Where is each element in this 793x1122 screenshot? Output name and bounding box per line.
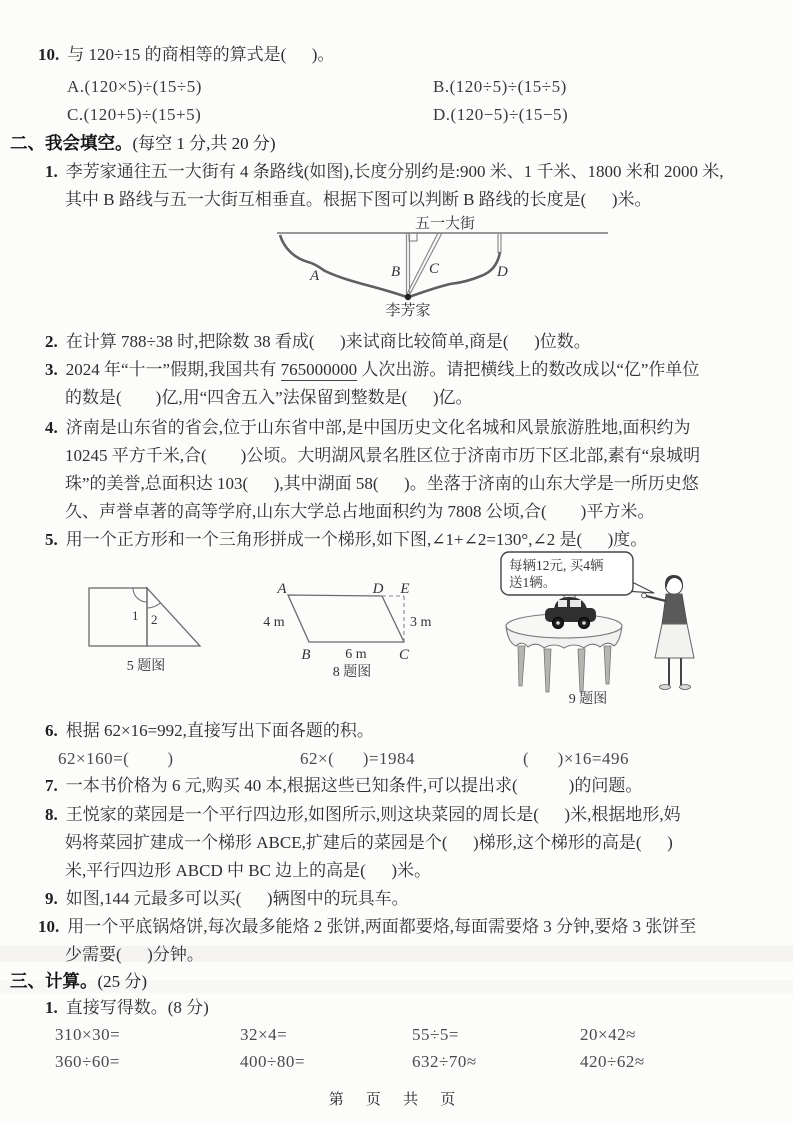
- fill-q3-line-2: 的数是( )亿,用“四舍五入”法保留到整数是( )亿。: [65, 388, 473, 407]
- calc-item: 632÷70≈: [412, 1052, 477, 1071]
- woman-shoe: [660, 685, 671, 690]
- q6-expression-1: 62×160=( ): [58, 749, 174, 768]
- fill-q4-line-1: [45, 417, 691, 439]
- figure-5-caption: 5 题图: [126, 659, 166, 674]
- calc-item: 32×4=: [240, 1025, 288, 1044]
- section-score: (25 分): [97, 972, 148, 991]
- side-bc-label: 6 m: [345, 647, 367, 662]
- sub-title: 直接写得数。: [65, 998, 168, 1017]
- route-d-path: [409, 252, 500, 297]
- q6-expression-3: ( )×16=496: [523, 749, 629, 768]
- question-number: 1.: [45, 998, 58, 1017]
- question-number: 4.: [45, 418, 58, 437]
- question-number: 9.: [45, 889, 58, 908]
- underlined-number: 765000000: [280, 360, 358, 379]
- page-footer: 第 页 共 页: [328, 1091, 465, 1108]
- street-name-label: 五一大街: [414, 216, 476, 232]
- calc-item: 310×30=: [55, 1025, 121, 1044]
- calc-item: 420÷62≈: [580, 1052, 645, 1071]
- q6-expression-2: 62×( )=1984: [300, 749, 415, 768]
- section-2-header: [10, 132, 276, 155]
- option-b: B.(120÷5)÷(15÷5): [433, 77, 567, 96]
- fill-q2: [45, 331, 591, 353]
- fill-q7: [45, 775, 642, 797]
- wheel-hub: [582, 621, 586, 625]
- fill-q4-line-2: 10245 平方千米,合( )公顷。大明湖风景名胜区位于济南市历下区北部,素有“泉城明: [65, 446, 701, 465]
- question-number: 8.: [45, 805, 58, 824]
- option-d: D.(120−5)÷(15−5): [433, 105, 569, 124]
- fill-q1-line-1: [45, 161, 724, 183]
- question-text: 李芳家通往五一大街有 4 条路线(如图),长度分别约是:900 米、1 千米、1800 米和 2000 米,: [65, 162, 724, 181]
- question-text: 在计算 788÷38 时,把除数 38 看成( )来试商比较简单,商是( )位数。: [65, 332, 591, 351]
- vertex-b-label: B: [301, 647, 311, 663]
- woman-skirt: [655, 624, 694, 658]
- question-text: 济南是山东省的省会,位于山东省中部,是中国历史文化名城和风景旅游胜地,面积约为: [65, 418, 691, 437]
- question-10-choice: [38, 44, 334, 66]
- question-number: 10.: [38, 45, 60, 64]
- angle-1-label: 1: [132, 608, 139, 623]
- fill-q6: [45, 720, 374, 742]
- angle-2-label: 2: [151, 612, 158, 627]
- question-text: 2024 年“十一”假期,我国共有: [65, 360, 281, 379]
- calc-item: 20×42≈: [580, 1025, 636, 1044]
- speech-bubble-line-2: 送1辆。: [509, 575, 557, 590]
- route-a-label: A: [310, 268, 320, 284]
- fill-q10-line-1: [38, 916, 696, 938]
- right-angle-mark: [409, 233, 417, 241]
- section-score: (每空 1 分,共 20 分): [132, 134, 276, 153]
- question-text: 根据 62×16=992,直接写出下面各题的积。: [65, 721, 374, 740]
- question-number: 10.: [38, 917, 60, 936]
- car-window: [558, 600, 567, 607]
- question-number: 1.: [45, 162, 58, 181]
- section-title: 三、计算。: [10, 971, 98, 991]
- question-text: 一本书价格为 6 元,购买 40 本,根据这些已知条件,可以提出求( )的问题。: [65, 776, 643, 795]
- route-c-label: C: [429, 261, 440, 277]
- fill-q4-line-3: 珠”的美誉,总面积达 103( ),其中湖面 58( )。坐落于济南的山东大学是一所历史悠: [65, 474, 699, 493]
- question-number: 3.: [45, 360, 58, 379]
- question-number: 6.: [45, 721, 58, 740]
- calc-sub-1-heading: [45, 997, 209, 1019]
- vertex-e-label: E: [400, 581, 410, 597]
- calc-item: 360÷60=: [55, 1052, 120, 1071]
- table-leg: [544, 649, 551, 692]
- option-c: C.(120+5)÷(15+5): [67, 105, 202, 124]
- table-leg: [518, 646, 525, 686]
- height-ec-label: 3 m: [410, 615, 432, 630]
- parallelogram-shape: [288, 595, 404, 642]
- question-number: 2.: [45, 332, 58, 351]
- question-text: 王悦家的菜园是一个平行四边形,如图所示,则这块菜园的周长是( )米,根据地形,妈: [65, 805, 681, 824]
- question-text: 人次出游。请把横线上的数改成以“亿”作单位: [357, 360, 700, 379]
- option-a: A.(120×5)÷(15÷5): [67, 77, 202, 96]
- woman-shoe: [680, 685, 691, 690]
- figure-9-caption: 9 题图: [568, 692, 608, 707]
- sub-score: (8 分): [167, 998, 209, 1017]
- table-leg: [578, 649, 585, 692]
- figure-8-caption: 8 题图: [332, 665, 372, 680]
- route-a-path: [280, 235, 407, 297]
- vertex-d-label: D: [372, 581, 384, 597]
- wheel-hub: [556, 621, 560, 625]
- question-text: 用一个平底锅烙饼,每次最多能烙 2 张饼,两面都要烙,每面需要烙 3 分钟,要烙 3 张饼至: [67, 917, 697, 936]
- calc-item: 55÷5=: [412, 1025, 459, 1044]
- question-number: 7.: [45, 776, 58, 795]
- fill-q9: [45, 888, 409, 910]
- woman-arm-pointing: [646, 596, 666, 601]
- home-label: 李芳家: [385, 303, 431, 319]
- woman-blouse: [662, 594, 687, 624]
- route-d-label: D: [497, 264, 508, 280]
- fill-q3-line-1: [45, 359, 699, 381]
- angle-2-arc: [147, 603, 161, 608]
- fill-q8-line-2: 妈将菜园扩建成一个梯形 ABCE,扩建后的菜园是个( )梯形,这个梯形的高是( ): [65, 833, 673, 852]
- vertex-a-label: A: [277, 581, 287, 597]
- section-title: 二、我会填空。: [10, 133, 133, 153]
- fill-q8-line-3: 米,平行四边形 ABCD 中 BC 边上的高是( )米。: [65, 861, 431, 880]
- vertex-c-label: C: [398, 647, 410, 663]
- fill-q4-line-4: 久、声誉卓著的高等学府,山东大学总占地面积约为 7808 公顷,合( )平方米。: [65, 502, 655, 521]
- fill-q8-line-1: [45, 804, 681, 826]
- parallelogram-figure: [258, 582, 458, 687]
- car-window: [570, 600, 581, 607]
- home-dot: [405, 294, 411, 300]
- fill-q10-line-2: 少需要( )分钟。: [65, 945, 204, 964]
- toy-car-scene-figure: [488, 546, 708, 711]
- table-leg: [604, 646, 611, 684]
- question-text: 与 120÷15 的商相等的算式是( )。: [67, 45, 335, 64]
- question-text: 用一个正方形和一个三角形拼成一个梯形,如下图,∠1+∠2=130°,∠2 是( )度。: [65, 530, 648, 549]
- speech-bubble-line-1: 每辆12元, 买4辆: [509, 558, 604, 573]
- woman-hand: [642, 593, 647, 598]
- square-triangle-figure: [78, 578, 213, 678]
- street-route-figure: [270, 214, 615, 320]
- side-ab-label: 4 m: [263, 615, 285, 630]
- route-b-label: B: [391, 264, 401, 280]
- section-3-header: [10, 970, 147, 993]
- calc-item: 400÷80=: [240, 1052, 305, 1071]
- question-text: 如图,144 元最多可以买( )辆图中的玩具车。: [65, 889, 409, 908]
- fill-q1-line-2: 其中 B 路线与五一大街互相垂直。根据下图可以判断 B 路线的长度是( )米。: [65, 190, 652, 209]
- angle-1-arc: [133, 588, 147, 602]
- question-number: 5.: [45, 530, 58, 549]
